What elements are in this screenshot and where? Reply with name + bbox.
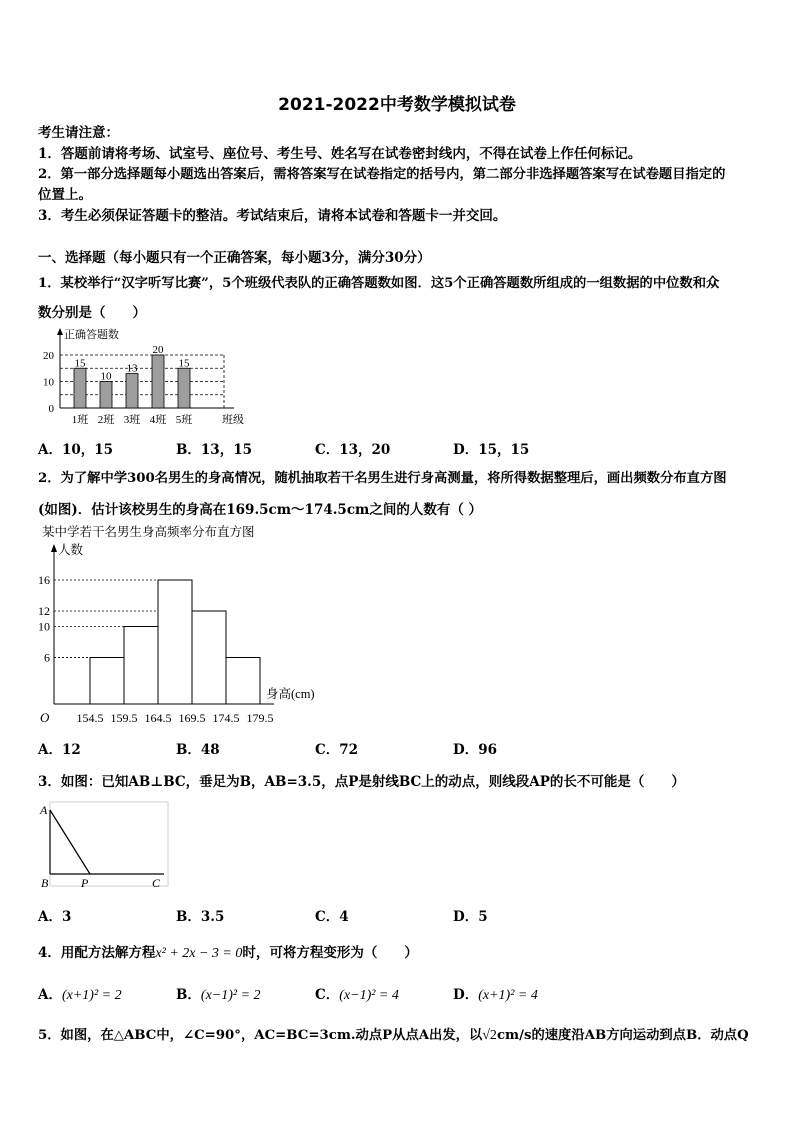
y-tick-label: 20 (43, 350, 54, 362)
x-tick-label: 5班 (175, 414, 193, 426)
q3-option-b[interactable]: B．3.5 (176, 909, 225, 925)
notice-heading: 考生请注意： (38, 125, 119, 141)
q4-option-b-expr: (x−1)² = 2 (200, 988, 261, 1003)
bar (178, 368, 190, 408)
bar (126, 374, 138, 408)
q3-stem: 3．如图：已知AB⊥BC，垂足为B，AB=3.5，点P是射线BC上的动点，则线段AP的长不可能是（ ） (38, 774, 685, 790)
q3-option-c[interactable]: C．4 (315, 909, 349, 925)
q5-part2: cm/s的速度沿AB方向运动到点B．动点Q (496, 1028, 749, 1043)
q1-option-a[interactable]: A．10，15 (38, 442, 114, 458)
q4-option-c[interactable] (315, 983, 399, 1004)
chart-title: 某中学若干名男生身高频率分布直方图 (42, 525, 255, 539)
q4-option-c-expr: (x−1)² = 4 (339, 988, 399, 1003)
x-tick-label: 159.5 (110, 711, 138, 725)
histogram-bar (226, 658, 260, 705)
q5-part1: 5．如图，在△ABC中，∠C=90°，AC=BC=3cm.动点P从点A出发，以 (38, 1028, 483, 1043)
y-tick-label: 10 (43, 376, 54, 389)
q4-suffix: 时，可将方程变形为（ ） (242, 945, 418, 961)
section-heading: 一、选择题（每小题只有一个正确答案，每小题3分，满分30分） (38, 250, 431, 266)
q1-option-d[interactable]: D．15，15 (453, 442, 530, 458)
notice-line-2b: 位置上。 (38, 187, 92, 203)
x-tick-label: 179.5 (246, 711, 274, 725)
q2-histogram (36, 522, 336, 734)
x-tick-label: 169.5 (178, 711, 206, 725)
y-axis-arrow (57, 328, 63, 335)
bar (100, 382, 112, 409)
histogram-bar (158, 580, 192, 704)
q4-option-d[interactable] (453, 983, 538, 1004)
q4-option-d-letter: D． (453, 987, 479, 1003)
q1-bar-chart (38, 326, 258, 430)
q3-option-d[interactable]: D．5 (453, 909, 488, 925)
q4-option-a-expr: (x+1)² = 2 (61, 988, 122, 1003)
point-c-label: C (152, 876, 161, 890)
point-b-label: B (41, 876, 49, 890)
notice-line-1: 1．答题前请将考场、试室号、座位号、考生号、姓名写在试卷密封线内，不得在试卷上作任何标记。 (38, 146, 642, 162)
x-axis-title: 班级 (222, 414, 244, 426)
y-tick-label: 16 (38, 573, 50, 587)
bar-value-label: 15 (178, 357, 190, 370)
histogram-bar (90, 658, 124, 705)
q2-stem-line1: 2．为了解中学300名男生的身高情况，随机抽取若干名男生进行身高测量，将所得数据整理后，画出频数分布直方图 (38, 471, 727, 486)
point-p-label: P (81, 876, 89, 890)
q1-stem-line1: 1．某校举行“汉字听写比赛”，5个班级代表队的正确答题数如图．这5个正确答题数所组成的一组数据的中位数和众 (38, 276, 720, 291)
y-axis-arrow (51, 544, 57, 552)
notice-line-2a: 2．第一部分选择题每小题选出答案后，需将答案写在试卷指定的括号内，第二部分非选择题答案写在试卷题目指定的 (38, 167, 726, 182)
y-tick-label: 12 (38, 604, 50, 618)
q5-stem (38, 1024, 749, 1044)
y-tick-label: 0 (48, 403, 54, 415)
q3-option-a[interactable]: A．3 (38, 909, 72, 925)
page-title: 2021-2022中考数学模拟试卷 (278, 95, 516, 115)
q4-option-b-letter: B． (176, 987, 201, 1003)
q4-option-d-expr: (x+1)² = 4 (478, 988, 538, 1003)
histogram-bar (192, 611, 226, 704)
x-tick-label: 1班 (71, 414, 89, 426)
q4-option-b[interactable] (176, 983, 261, 1004)
q1-option-b[interactable]: B．13，15 (176, 442, 252, 458)
y-tick-label: 6 (44, 650, 50, 665)
q1-option-c[interactable]: C．13，20 (315, 442, 391, 458)
q4-equation: x² + 2x − 3 = 0 (155, 946, 243, 961)
y-axis-title: 正确答题数 (64, 329, 119, 341)
q3-figure (36, 798, 176, 892)
q4-option-c-letter: C． (315, 987, 340, 1003)
bar-value-label: 13 (126, 362, 138, 375)
x-tick-label: 154.5 (76, 711, 104, 725)
origin-label: O (40, 710, 50, 725)
bar-value-label: 15 (74, 357, 86, 370)
q2-stem-line2: (如图)．估计该校男生的身高在169.5cm～174.5cm之间的人数有（ ） (38, 502, 483, 518)
q2-option-b[interactable]: B．48 (176, 742, 220, 758)
q4-prefix: 4．用配方法解方程 (38, 945, 156, 961)
x-tick-label: 3班 (123, 414, 141, 426)
q4-option-a-letter: A． (38, 987, 62, 1003)
bar-value-label: 10 (100, 370, 112, 383)
q4-stem (38, 941, 418, 962)
x-tick-label: 174.5 (212, 711, 240, 725)
bar (152, 355, 164, 408)
bar-value-label: 20 (152, 344, 164, 356)
point-a-label: A (40, 803, 48, 817)
bar (74, 368, 86, 408)
segment-ap (50, 810, 90, 874)
x-tick-label: 164.5 (144, 711, 172, 725)
histogram-bar (124, 627, 158, 705)
q4-option-a[interactable] (38, 983, 122, 1004)
q2-option-a[interactable]: A．12 (38, 742, 81, 758)
q2-option-c[interactable]: C．72 (315, 742, 359, 758)
y-axis-title: 人数 (58, 543, 84, 557)
x-tick-label: 4班 (149, 414, 167, 426)
y-tick-label: 10 (38, 619, 50, 634)
q2-option-d[interactable]: D．96 (453, 742, 497, 758)
x-tick-label: 2班 (97, 414, 115, 426)
q5-radical: √2 (482, 1028, 497, 1043)
x-axis-title: 身高(cm) (266, 687, 315, 701)
q1-stem-line2: 数分别是（ ） (38, 305, 146, 321)
notice-line-3: 3．考生必须保证答题卡的整洁。考试结束后，请将本试卷和答题卡一并交回。 (38, 208, 507, 224)
